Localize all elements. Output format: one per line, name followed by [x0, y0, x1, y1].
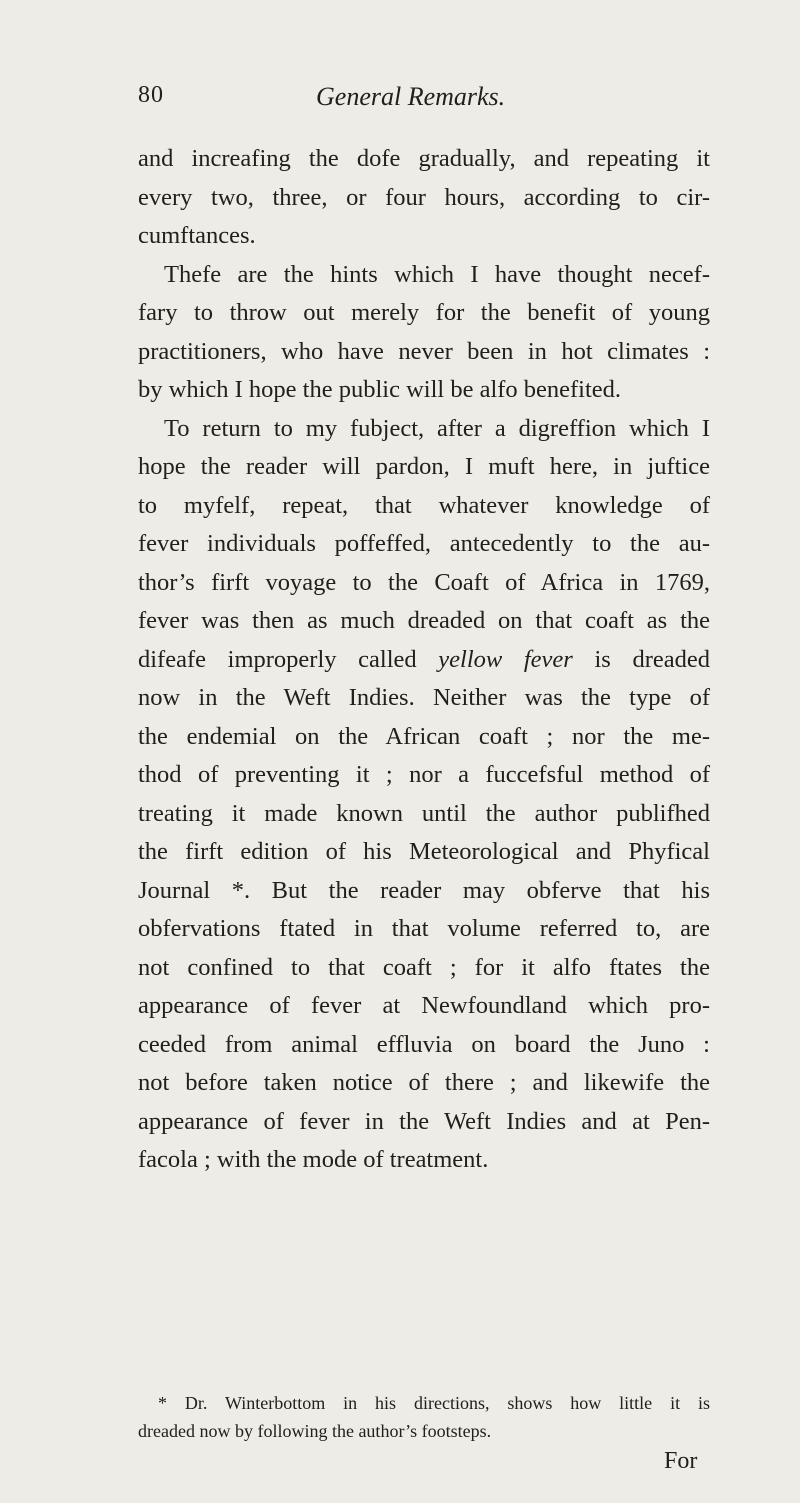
- text-line: fary to throw out merely for the benefit of young: [138, 299, 710, 326]
- footnote-line: dreaded now by following the author’s footsteps.: [138, 1421, 492, 1441]
- text-line: Thefe are the hints which I have thought necef-: [164, 260, 710, 288]
- text-line: appearance of fever in the Weft Indies and at Pen-: [138, 1107, 710, 1135]
- text-line: facola ; with the mode of treatment.: [138, 1146, 489, 1173]
- text-line: practitioners, who have never been in hot climates :: [138, 337, 710, 365]
- text-line: obfervations ftated in that volume referred to, are: [138, 915, 710, 942]
- body-text: [138, 140, 710, 1180]
- footnote-line: * Dr. Winterbottom in his directions, shows how little it is: [158, 1393, 710, 1413]
- text-segment: is dreaded: [594, 645, 710, 673]
- text-line: the firft edition of his Meteorological and Phyfical: [138, 838, 710, 865]
- text-line: now in the Weft Indies. Neither was the type of: [138, 684, 710, 711]
- running-head: General Remarks.: [316, 82, 506, 111]
- text-line: every two, three, or four hours, according to cir-: [138, 183, 710, 211]
- text-line: cumftances.: [138, 222, 256, 249]
- text-segment: difeafe improperly called: [138, 645, 417, 673]
- text-line: Journal *. But the reader may obferve that his: [138, 876, 710, 904]
- text-line: ceeded from animal effluvia on board the Juno :: [138, 1030, 710, 1058]
- text-line: the endemial on the African coaft ; nor the me-: [138, 722, 710, 750]
- text-line: not confined to that coaft ; for it alfo ftates the: [138, 953, 710, 981]
- text-line: thod of preventing it ; nor a fuccefsful method of: [138, 761, 710, 788]
- text-line: not before taken notice of there ; and likewife the: [138, 1069, 710, 1096]
- text-line: fever was then as much dreaded on that coaft as the: [138, 607, 710, 634]
- catchword: For: [664, 1448, 698, 1474]
- text-line-with-emphasis: [138, 641, 710, 680]
- text-line: fever individuals poffeffed, antecedently to the au-: [138, 530, 710, 557]
- text-line: and increafing the dofe gradually, and repeating it: [138, 145, 710, 172]
- text-line: by which I hope the public will be alfo benefited.: [138, 376, 622, 403]
- text-line: treating it made known until the author publifhed: [138, 799, 710, 827]
- text-line: appearance of fever at Newfoundland which pro-: [138, 992, 710, 1019]
- page-header: [138, 82, 698, 122]
- footnote: [138, 1389, 710, 1445]
- text-line: thor’s firft voyage to the Coaft of Africa in 1769,: [138, 568, 710, 596]
- page-number: 80: [138, 82, 164, 108]
- text-line: hope the reader will pardon, I muft here, in juftice: [138, 453, 710, 480]
- text-line: to myfelf, repeat, that whatever knowledge of: [138, 491, 710, 519]
- text-line: To return to my fubject, after a digreffion which I: [164, 414, 710, 442]
- emphasis-yellow-fever: yellow fever: [438, 645, 573, 673]
